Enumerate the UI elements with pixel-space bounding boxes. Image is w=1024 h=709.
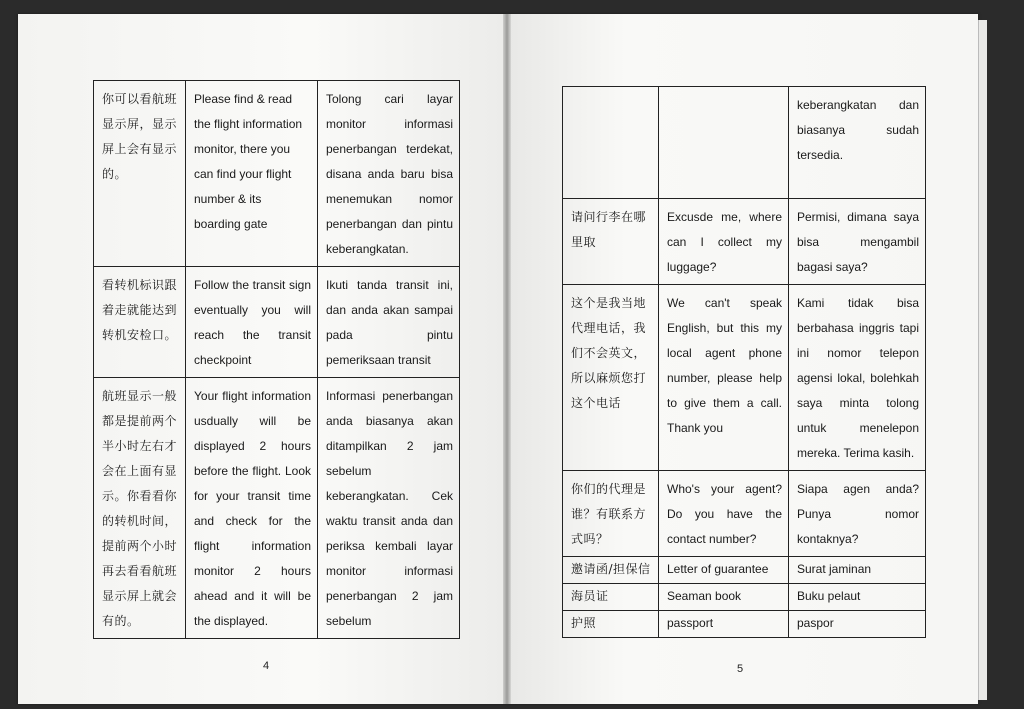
table-row (563, 557, 926, 584)
table-row (563, 199, 926, 285)
indonesian-cell: Kami tidak bisa berbahasa inggris tapi ini nomor telepon agensi lokal, bolehkah saya minta tolong untuk menelepon mereka. Terima kasih. (789, 285, 926, 471)
chinese-cell: 你们的代理是谁？有联系方式吗？ (563, 471, 659, 557)
english-cell: Follow the transit sign eventually you will reach the transit checkpoint (186, 267, 318, 378)
table-row (94, 81, 460, 267)
english-cell: Your flight information usdually will be displayed 2 hours before the flight. Look for your transit time and check for the flight information monitor 2 hours ahead and it will be the displayed. (186, 378, 318, 639)
indonesian-cell: Ikuti tanda transit ini, dan anda akan sampai pada pintu pemeriksaan transit (318, 267, 460, 378)
indonesian-cell: Tolong cari layar monitor informasi penerbangan terdekat, disana anda baru bisa menemukan nomor penerbangan dan pintu keberangkatan. (318, 81, 460, 267)
english-cell: Letter of guarantee (659, 557, 789, 584)
english-cell: Who's your agent? Do you have the contact number? (659, 471, 789, 557)
chinese-cell (563, 87, 659, 199)
page-edge (978, 20, 987, 700)
chinese-cell: 邀请函/担保信 (563, 557, 659, 584)
book-spine (503, 14, 511, 704)
english-cell: We can't speak English, but this my local agent phone number, please help to give them a call. Thank you (659, 285, 789, 471)
english-cell: passport (659, 611, 789, 638)
page-number: 4 (263, 660, 270, 672)
table-row (94, 267, 460, 378)
english-cell (659, 87, 789, 199)
indonesian-cell: Buku pelaut (789, 584, 926, 611)
indonesian-cell: Permisi, dimana saya bisa mengambil bagasi saya? (789, 199, 926, 285)
phrase-table-right (562, 86, 926, 638)
indonesian-cell: keberangkatan dan biasanya sudah tersedia. (789, 87, 926, 199)
indonesian-cell: Informasi penerbangan anda biasanya akan ditampilkan 2 jam sebelum keberangkatan. Cek waktu transit anda dan periksa kembali layar monitor informasi penerbangan 2 jam sebelum (318, 378, 460, 639)
chinese-cell: 这个是我当地代理电话，我们不会英文，所以麻烦您打这个电话 (563, 285, 659, 471)
table-row (94, 378, 460, 639)
english-cell: Please find & read the flight information monitor, there you can find your flight number & its boarding gate (186, 81, 318, 267)
table-row (563, 471, 926, 557)
table-row (563, 87, 926, 199)
page-number: 5 (737, 663, 744, 675)
indonesian-cell: paspor (789, 611, 926, 638)
table-row (563, 584, 926, 611)
chinese-cell: 你可以看航班显示屏，显示屏上会有显示的。 (94, 81, 186, 267)
chinese-cell: 海员证 (563, 584, 659, 611)
chinese-cell: 航班显示一般都是提前两个半小时左右才会在上面有显示。你看看你的转机时间，提前两个小时再去看看航班显示屏上就会有的。 (94, 378, 186, 639)
english-cell: Seaman book (659, 584, 789, 611)
chinese-cell: 请问行李在哪里取 (563, 199, 659, 285)
phrase-table-left (93, 80, 460, 639)
table-row (563, 285, 926, 471)
table-row (563, 611, 926, 638)
english-cell: Excusde me, where can I collect my luggage? (659, 199, 789, 285)
chinese-cell: 护照 (563, 611, 659, 638)
indonesian-cell: Siapa agen anda? Punya nomor kontaknya? (789, 471, 926, 557)
indonesian-cell: Surat jaminan (789, 557, 926, 584)
chinese-cell: 看转机标识跟着走就能达到转机安检口。 (94, 267, 186, 378)
